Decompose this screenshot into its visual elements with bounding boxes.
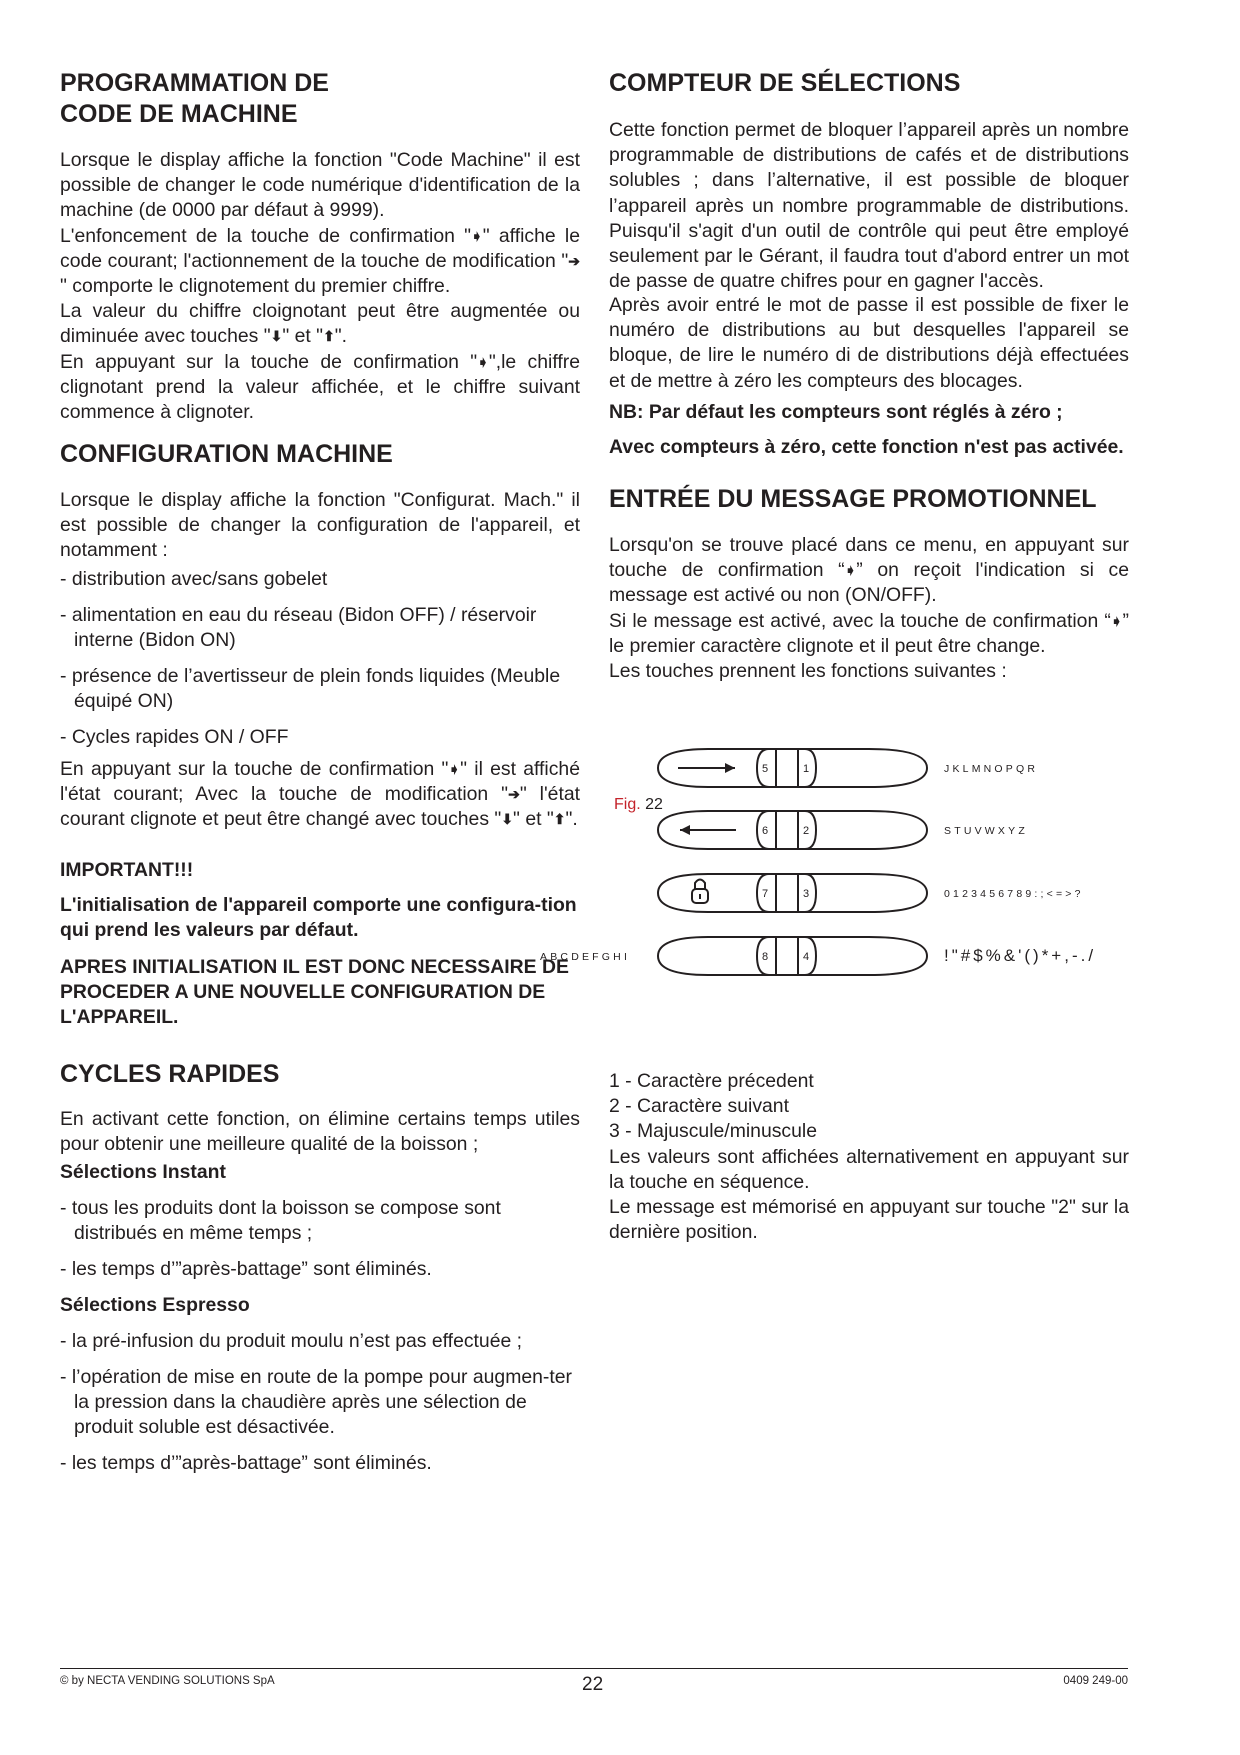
list-item: - les temps d’”après-battage” sont éliminés. bbox=[60, 1452, 432, 1474]
title-line-2: CODE DE MACHINE bbox=[60, 100, 298, 128]
text: La valeur du chiffre cloignotant peut être augmentée ou diminuée avec touches " bbox=[60, 300, 580, 348]
list-item: - tous les produits dont la boisson se compose sont distribués en même temps ; bbox=[60, 1197, 501, 1245]
modify-key-icon: ➔ bbox=[568, 252, 580, 269]
key-1 bbox=[658, 749, 816, 787]
compteur-paragraph-2: Après avoir entré le mot de passe il est possible de fixer le numéro de distributions au but desquelles l'appareil se bloque, de lire le numéro di de distributions déjà effectuées et de mettre à zéro les compteurs des blocages. bbox=[609, 294, 1129, 392]
nb-note: NB: Par défaut les compteurs sont réglés à zéro ; bbox=[609, 401, 1063, 423]
values-paragraph: Les valeurs sont affichées alternativement en appuyant sur la touche en séquence. bbox=[609, 1146, 1129, 1194]
text: ",le chiffre clignotant prend la valeur affichée, et le chiffre suivant commence à clignoter. bbox=[60, 350, 580, 424]
text: ” le premier caractère clignote et il peut être change. bbox=[609, 609, 1129, 657]
section-title-code-machine bbox=[60, 68, 580, 130]
page-number: 22 bbox=[582, 1674, 604, 1695]
text: Les touches prennent les fonctions suivantes : bbox=[609, 660, 1007, 683]
key-7 bbox=[757, 874, 927, 912]
text: Lorsque le display affiche la fonction "Code Machine" il est possible de changer le code numérique d'identification de la machine (de 0000 par défaut à 9999). bbox=[60, 149, 580, 222]
up-key-icon: ⬆ bbox=[553, 811, 566, 828]
confirm-key-icon: ➧ bbox=[844, 562, 857, 579]
key-5-number: 5 bbox=[762, 763, 769, 775]
key-5 bbox=[757, 749, 927, 787]
up-key-icon: ⬆ bbox=[323, 328, 335, 345]
figure-label-prefix: Fig. bbox=[614, 796, 641, 813]
list-item: - les temps d’”après-battage” sont éliminés. bbox=[60, 1258, 432, 1280]
text: L'enfoncement de la touche de confirmation " bbox=[60, 224, 472, 247]
cycles-intro: En activant cette fonction, on élimine certains temps utiles pour obtenir une meilleure qualité de la boisson ; bbox=[60, 1108, 580, 1156]
title-line-1: PROGRAMMATION DE bbox=[60, 69, 329, 97]
footer-divider bbox=[60, 1668, 1128, 1669]
confirm-key-icon: ➧ bbox=[1110, 612, 1123, 629]
list-item: - présence de l’avertisseur de plein fonds liquides (Meuble équipé ON) bbox=[60, 665, 561, 713]
keypad-drawing bbox=[600, 748, 1140, 1018]
list-item: 3 - Majuscule/minuscule bbox=[609, 1120, 817, 1143]
list-item: - l’opération de mise en route de la pompe pour augmen-ter la pression dans la chaudière après une sélection de produit soluble est désactivée. bbox=[60, 1366, 572, 1439]
section-title-compteur: COMPTEUR DE SÉLECTIONS bbox=[609, 69, 961, 97]
list-item: - distribution avec/sans gobelet bbox=[60, 568, 328, 590]
message-paragraph bbox=[609, 533, 1129, 684]
section-title-cycles-rapides: CYCLES RAPIDES bbox=[60, 1060, 280, 1088]
text: ” on reçoit l'indication si ce message est activé ou non (ON/OFF). bbox=[609, 559, 1129, 607]
list-item: 1 - Caractère précedent bbox=[609, 1070, 814, 1092]
section-title-message-promotionnel: ENTRÉE DU MESSAGE PROMOTIONNEL bbox=[609, 485, 1097, 513]
nb-note-2: Avec compteurs à zéro, cette fonction n'est pas activée. bbox=[609, 436, 1124, 458]
text: " l'état courant clignote et peut être changé avec touches " bbox=[60, 783, 581, 831]
down-key-icon: ⬇ bbox=[501, 811, 514, 828]
compteur-paragraph: Cette fonction permet de bloquer l’appareil après un nombre programmable de distributions de cafés et de distributions solubles ; dans l’alternative, il est possible de bloquer l’appareil après un nombre programmable de distributions. Puisqu'il s'agit d'un outil de contrôle qui peut être employé seulement par le Gérant, il faudra tout d'abord entrer un mot de passe de quatre chifres pour en gagner l'accès. bbox=[609, 119, 1129, 293]
list-item: - alimentation en eau du réseau (Bidon OFF) / réservoir interne (Bidon ON) bbox=[60, 604, 537, 652]
key-1-number: 1 bbox=[803, 763, 810, 775]
key-6 bbox=[757, 811, 927, 849]
list-item: 2 - Caractère suivant bbox=[609, 1095, 789, 1118]
text: " il est affiché l'état courant; Avec la touche de modification " bbox=[60, 758, 580, 806]
confirm-key-icon: ➧ bbox=[448, 761, 461, 777]
key-7-number: 7 bbox=[762, 888, 769, 900]
apres-initialisation-note: APRES INITIALISATION IL EST DONC NECESSAIRE DE PROCEDER A UNE NOUVELLE CONFIGURATION DE L'APPAREIL. bbox=[60, 956, 569, 1029]
key-8 bbox=[757, 937, 927, 975]
down-key-icon: ⬇ bbox=[270, 328, 283, 345]
text: " comporte le clignotement du premier chiffre. bbox=[60, 275, 451, 298]
key-4 bbox=[658, 937, 816, 975]
text: " et " bbox=[282, 325, 324, 348]
subheading-espresso: Sélections Espresso bbox=[60, 1294, 250, 1316]
key-2-number: 2 bbox=[803, 825, 810, 837]
list-item: - Cycles rapides ON / OFF bbox=[60, 726, 289, 748]
key-3 bbox=[658, 874, 816, 912]
key-8-number: 8 bbox=[762, 951, 769, 963]
section-title-configuration: CONFIGURATION MACHINE bbox=[60, 440, 393, 468]
important-label: IMPORTANT!!! bbox=[60, 859, 194, 881]
configuration-paragraph bbox=[60, 757, 580, 833]
list-item: - la pré-infusion du produit moulu n’est pas effectuée ; bbox=[60, 1330, 523, 1352]
key-4-characters: ABCDEFGHI bbox=[540, 951, 631, 963]
initialisation-note: L'initialisation de l'appareil comporte une configura-tion qui prend les valeurs par défaut. bbox=[60, 894, 577, 942]
figure-label-number: 22 bbox=[645, 796, 663, 813]
key-6-characters: STUVWXYZ bbox=[944, 825, 1028, 837]
memo-paragraph: Le message est mémorisé en appuyant sur touche "2" sur la dernière position. bbox=[609, 1196, 1129, 1244]
text: Lorsqu'on se trouve placé dans ce menu, en appuyant sur touche de confirmation “ bbox=[609, 534, 1129, 582]
text: " et " bbox=[513, 808, 554, 831]
text: Si le message est activé, avec la touche de confirmation “ bbox=[609, 609, 1111, 632]
key-5-characters: JKLMNOPQR bbox=[944, 763, 1039, 775]
key-4-number: 4 bbox=[803, 951, 810, 963]
key-7-characters: 0123456789:;<=>? bbox=[944, 888, 1084, 900]
code-machine-paragraph bbox=[60, 148, 580, 425]
document-code: 0409 249-00 bbox=[1063, 1675, 1128, 1687]
text: " affiche le code courant; l'actionnement de la touche de modification " bbox=[60, 224, 580, 272]
subheading-instant: Sélections Instant bbox=[60, 1161, 226, 1183]
key-8-characters: !"#$%&'()*+,-./ bbox=[944, 946, 1097, 965]
key-2 bbox=[658, 811, 816, 849]
footer-copyright: © by NECTA VENDING SOLUTIONS SpA bbox=[60, 1675, 275, 1687]
key-3-number: 3 bbox=[803, 888, 810, 900]
confirm-key-icon: ➧ bbox=[477, 353, 489, 370]
figure-22-keypad bbox=[540, 748, 1140, 1018]
text: En appuyant sur la touche de confirmation " bbox=[60, 758, 449, 780]
key-6-number: 6 bbox=[762, 825, 769, 837]
confirm-key-icon: ➧ bbox=[471, 227, 483, 244]
key-function-list bbox=[609, 1069, 1129, 1145]
text: ". bbox=[565, 808, 578, 831]
text: ". bbox=[334, 325, 348, 348]
modify-key-icon: ➔ bbox=[508, 786, 520, 803]
text: En appuyant sur la touche de confirmation " bbox=[60, 350, 478, 373]
configuration-intro: Lorsque le display affiche la fonction "Configurat. Mach." il est possible de changer la configuration de l'appareil, et notamment : bbox=[60, 489, 580, 562]
